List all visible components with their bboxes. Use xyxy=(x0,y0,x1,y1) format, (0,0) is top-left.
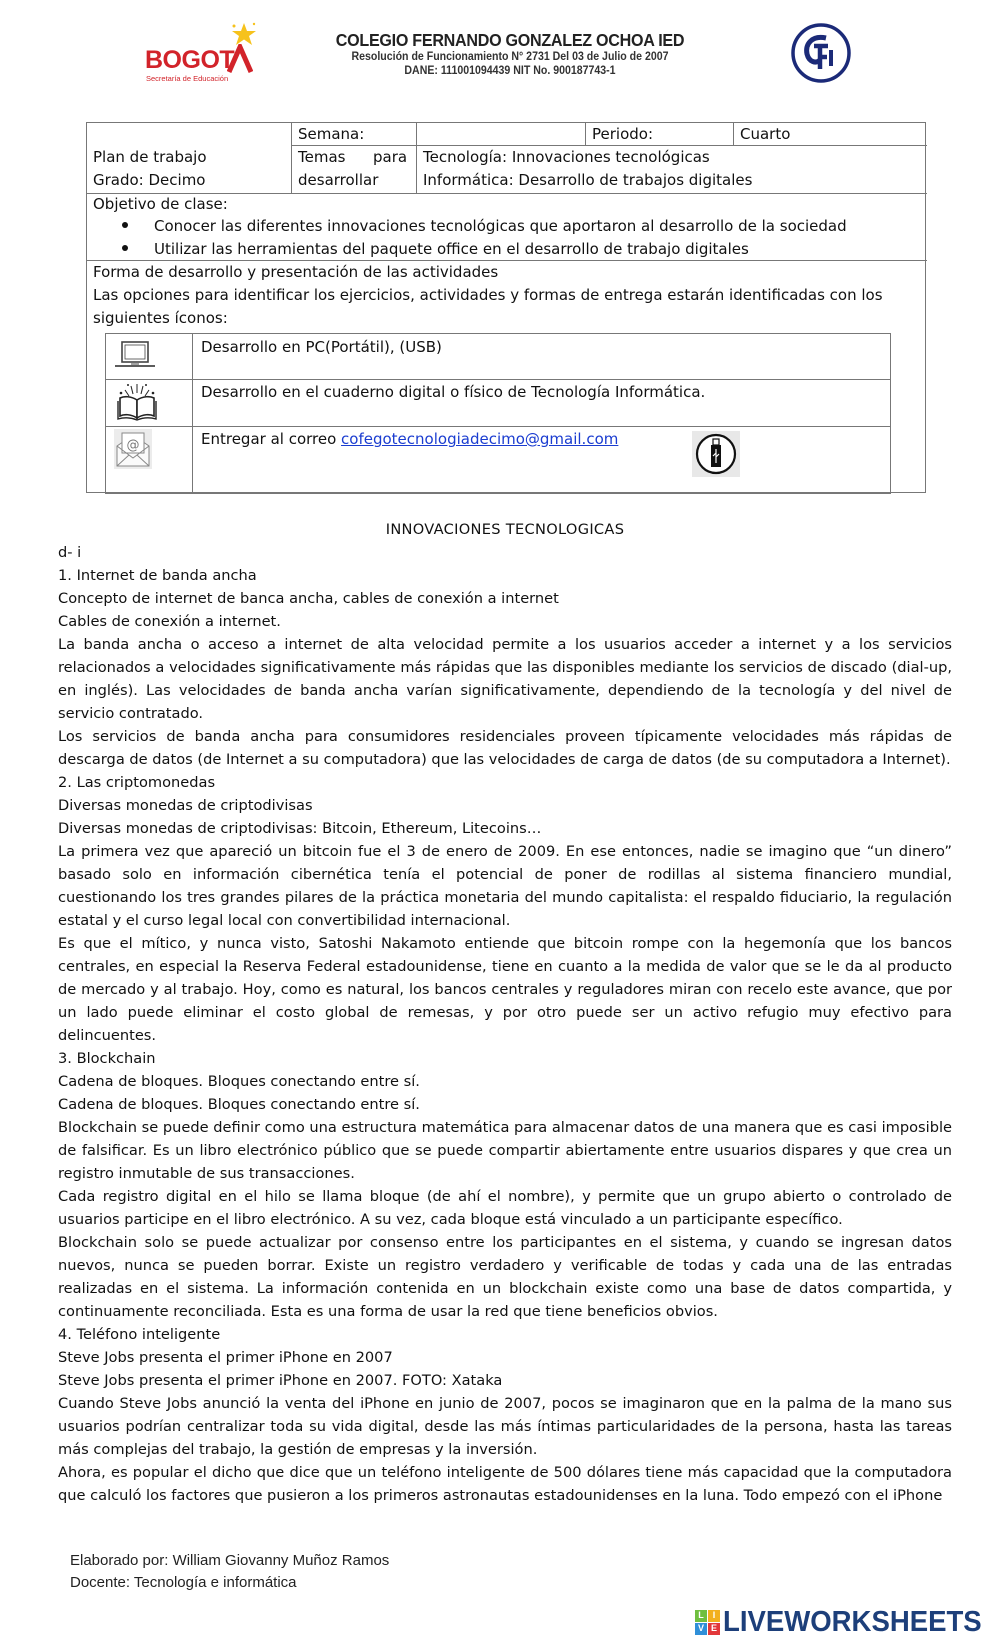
open-book-icon xyxy=(116,382,158,422)
bogota-subtitle: Secretaría de Educación xyxy=(146,74,229,83)
paragraph: Cuando Steve Jobs anunció la venta del iPhone en junio de 2007, pocos se imaginaron que en la palma de la mano sus usuarios podrían centralizar toda su vida digital, desde las más íntimas particularidades de la persona, hasta las tareas más complejas del trabajo, la gestión de empresas y la inversión. xyxy=(58,1395,952,1458)
email-link[interactable]: cofegotecnologiadecimo@gmail.com xyxy=(341,430,619,448)
live-block: V xyxy=(695,1623,707,1635)
email-icon xyxy=(114,429,152,469)
paragraph: Es que el mítico, y nunca visto, Satoshi Nakamoto entiende que bitcoin rompe con la hegemonía que los bancos centrales, en especial la Reserva Federal estadounidense, tiene en cuanto a la medida de valor que se le da al producto de mercado y al trabajo. Hoy, como es natural, los bancos centrales y reguladores miran con recelo este avance, que por un lado puede eliminar el costo global de remesas, y por otro puede ser un activo refugio muy efectivo para delincuentes. xyxy=(58,935,952,1044)
live-block: L xyxy=(695,1610,707,1622)
tema-informatica: Informática: Desarrollo de trabajos digitales xyxy=(423,171,753,189)
role-line: Docente: Tecnología e informática xyxy=(70,1574,297,1591)
temas-label-word2: para xyxy=(373,148,408,166)
paragraph: Blockchain solo se puede actualizar por consenso entre los participantes en el sistema, y cuando se ingresan datos nuevos, nunca se pueden borrar. Existe un registro verdadero y verificable de todas y cada una de las entradas realizadas en el sistema. La información contenida en un blockchain existe como una base de datos compartida, y continuamente reconciliada. Esta es una forma de usar la red que tiene beneficios obvios. xyxy=(58,1234,952,1320)
correo-label: Entregar al correo xyxy=(201,430,342,448)
periodo-value: Cuarto xyxy=(740,125,791,143)
text-line: Steve Jobs presenta el primer iPhone en 2007 xyxy=(58,1349,393,1366)
document-header xyxy=(0,0,1000,100)
objetivo-item xyxy=(122,215,847,237)
text-line: Cadena de bloques. Bloques conectando entre sí. xyxy=(58,1073,420,1090)
text-line: Diversas monedas de criptodivisas xyxy=(58,797,313,814)
content-lines xyxy=(58,541,952,1507)
table-divider xyxy=(291,123,292,193)
table-divider xyxy=(585,123,586,145)
text-line: 3. Blockchain xyxy=(58,1050,156,1067)
grado-label: Grado: Decimo xyxy=(93,171,206,189)
paragraph: Cada registro digital en el hilo se llama bloque (de ahí el nombre), y permite que un grupo abierto o controlado de usuarios participe en el libro electrónico. A su vez, cada bloque está vinculado a un participante específico. xyxy=(58,1188,952,1228)
live-blocks-icon xyxy=(695,1610,720,1635)
school-info xyxy=(300,30,720,78)
work-plan-table xyxy=(86,122,926,493)
document-body xyxy=(58,518,952,1507)
school-resolution: Resolución de Funcionamiento N° 2731 Del 03 de Julio de 2007 xyxy=(351,51,669,63)
text-line: Concepto de internet de banca ancha, cables de conexión a internet xyxy=(58,590,559,607)
bogota-logo xyxy=(145,22,260,82)
objetivo-label: Objetivo de clase: xyxy=(93,195,228,213)
forma-title: Forma de desarrollo y presentación de las actividades xyxy=(93,263,499,281)
semana-label: Semana: xyxy=(298,125,365,143)
text-line: Cables de conexión a internet. xyxy=(58,613,281,630)
bullet-icon xyxy=(122,245,128,251)
tema-tecnologia: Tecnología: Innovaciones tecnológicas xyxy=(423,148,710,166)
text-line: 2. Las criptomonedas xyxy=(58,774,216,791)
bogota-a-icon xyxy=(227,44,253,74)
objetivo-text: Utilizar las herramientas del paquete office en el desarrollo de trabajo digitales xyxy=(154,240,749,258)
brand-name: LIVEWORKSHEETS xyxy=(723,1605,982,1638)
paragraph: Ahora, es popular el dicho que dice que un teléfono inteligente de 500 dólares tiene más capacidad que la computadora que calculó los factores que pusieron a los primeros astronautas estadounidenses en la luna. Todo empezó con el iPhone xyxy=(58,1464,952,1504)
usb-drive-icon xyxy=(692,431,740,477)
objetivo-text: Conocer las diferentes innovaciones tecnológicas que aportaron al desarrollo de la sociedad xyxy=(154,217,847,235)
table-divider xyxy=(733,123,734,145)
objetivo-item xyxy=(122,238,749,260)
school-name: COLEGIO FERNANDO GONZALEZ OCHOA IED xyxy=(335,30,685,50)
periodo-label: Periodo: xyxy=(592,125,654,143)
liveworksheets-logo[interactable] xyxy=(695,1607,995,1637)
paragraph: Blockchain se puede definir como una estructura matemática para almacenar datos de una manera que es casi imposible de falsificar. Es un libro electrónico público que se puede compartir abiertamente entre usuarios dispares y que crea un registro inmutable de sus transacciones. xyxy=(58,1119,952,1182)
live-block: I xyxy=(708,1610,720,1622)
temas-label-word3: desarrollar xyxy=(298,171,379,189)
table-divider xyxy=(106,379,890,380)
section-title: INNOVACIONES TECNOLOGICAS xyxy=(385,521,625,538)
author-line: Elaborado por: William Giovanny Muñoz Ramos xyxy=(70,1552,390,1569)
svg-text:@: @ xyxy=(126,438,140,453)
bogota-wordmark: BOGOT xyxy=(145,46,235,74)
icons-legend-table xyxy=(105,333,891,494)
paragraph: La banda ancha o acceso a internet de alta velocidad permite a los usuarios acceder a internet y a los servicios relacionados a velocidades significativamente más rápidas que las disponibles mediante los servicios de discado (dial-up, en inglés). Las velocidades de banda ancha varían significativamente, dependiendo de la tecnología y del nivel de servicio contratado. xyxy=(58,636,952,722)
laptop-icon xyxy=(114,340,156,370)
live-block: E xyxy=(708,1623,720,1635)
text-line: 4. Teléfono inteligente xyxy=(58,1326,221,1343)
forma-text-line1: Las opciones para identificar los ejercicios, actividades y formas de entrega estarán identificadas con los xyxy=(93,286,883,304)
paragraph: Los servicios de banda ancha para consumidores residenciales proveen típicamente velocidades más rápidas de descarga de datos (de Internet a su computadora) que las velocidades de carga de datos (de su computadora a Internet). xyxy=(58,728,952,768)
cfi-logo-icon xyxy=(790,22,852,84)
temas-label-word1: Temas xyxy=(298,148,346,166)
document-footer xyxy=(70,1550,389,1594)
forma-text-line2: siguientes íconos: xyxy=(93,309,228,327)
icon-row-pc-text: Desarrollo en PC(Portátil), (USB) xyxy=(201,338,442,356)
text-line: Steve Jobs presenta el primer iPhone en 2007. FOTO: Xataka xyxy=(58,1372,503,1389)
icon-row-cuaderno-text: Desarrollo en el cuaderno digital o físico de Tecnología Informática. xyxy=(201,383,706,401)
table-divider xyxy=(416,123,417,193)
plan-label: Plan de trabajo xyxy=(93,148,207,166)
text-line: Diversas monedas de criptodivisas: Bitcoin, Ethereum, Litecoins… xyxy=(58,820,542,837)
text-line: Cadena de bloques. Bloques conectando entre sí. xyxy=(58,1096,420,1113)
text-line: 1. Internet de banda ancha xyxy=(58,567,257,584)
paragraph: La primera vez que apareció un bitcoin fue el 3 de enero de 2009. En ese entonces, nadie se imagino que “un dinero” basado solo en información cibernética tenía el potencial de poner de rodillas al sistema financiero mundial, cuestionando los tres grandes pilares de la práctica monetaria del mundo capitalista: el respaldo fiduciario, la regulación estatal y el curso legal local con convertibilidad internacional. xyxy=(58,843,952,929)
bullet-icon xyxy=(122,222,128,228)
table-divider xyxy=(192,334,193,493)
table-divider xyxy=(106,426,890,427)
text-line: d- i xyxy=(58,544,82,561)
icon-row-correo xyxy=(201,428,618,450)
school-dane-nit: DANE: 111001094439 NIT No. 900187743-1 xyxy=(404,65,616,77)
